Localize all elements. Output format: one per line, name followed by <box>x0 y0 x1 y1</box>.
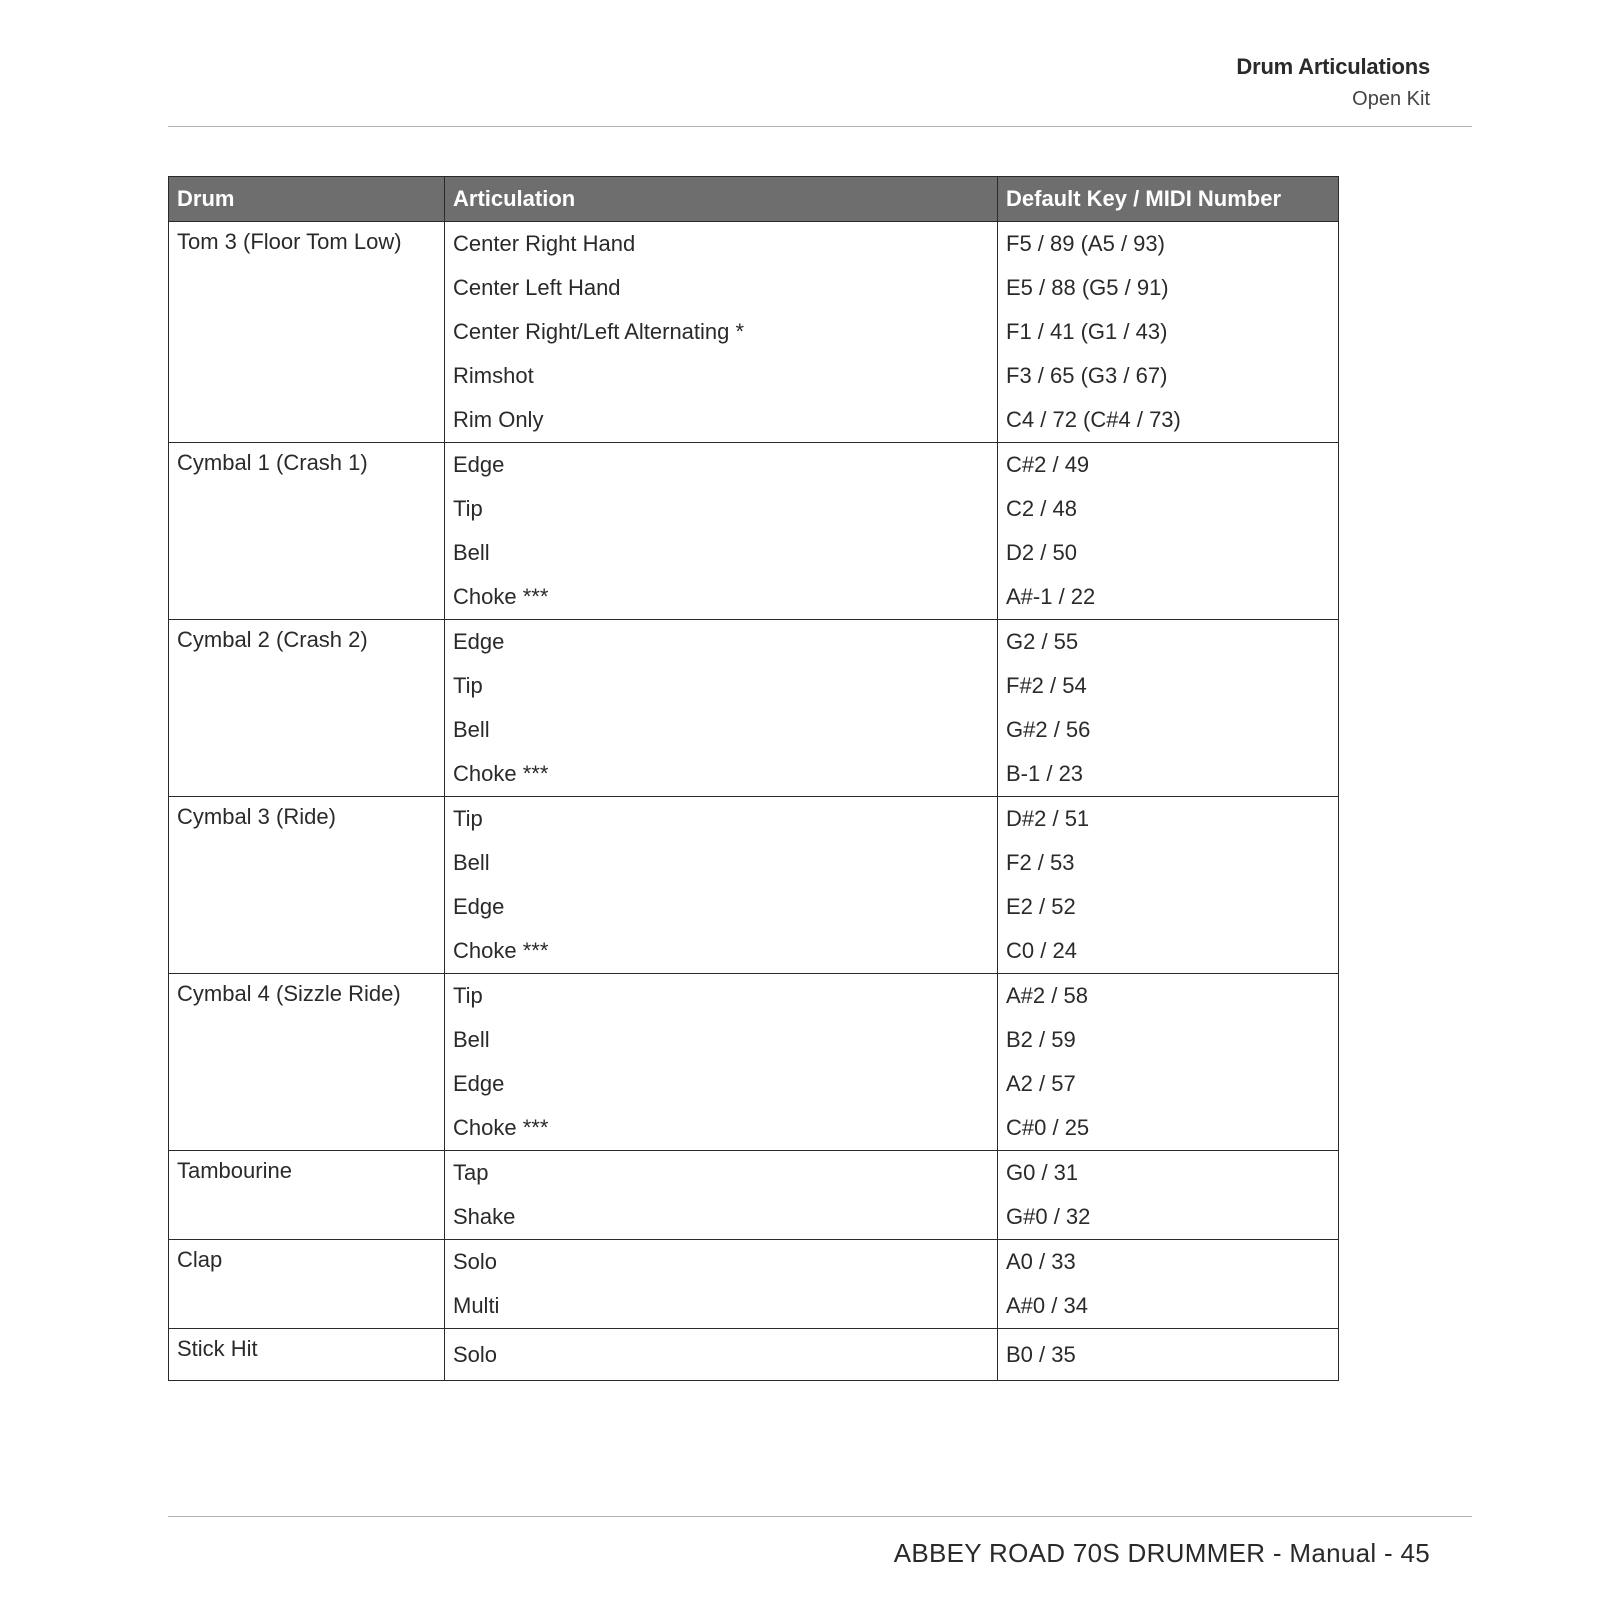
table-row <box>169 222 1339 267</box>
table-row <box>169 620 1339 665</box>
articulation-cell: Choke *** <box>445 575 998 620</box>
default-key-cell: G2 / 55 <box>998 620 1339 665</box>
drum-name-cell: Tambourine <box>169 1151 445 1240</box>
default-key-cell: F2 / 53 <box>998 841 1339 885</box>
default-key-cell: F3 / 65 (G3 / 67) <box>998 354 1339 398</box>
table-header-row <box>169 177 1339 222</box>
default-key-cell: E5 / 88 (G5 / 91) <box>998 266 1339 310</box>
section-subtitle: Open Kit <box>1352 88 1430 110</box>
table-row <box>169 797 1339 842</box>
section-title: Drum Articulations <box>1236 54 1430 79</box>
table-body <box>169 222 1339 1381</box>
articulation-cell: Edge <box>445 620 998 665</box>
articulation-cell: Edge <box>445 1062 998 1106</box>
articulation-cell: Rimshot <box>445 354 998 398</box>
articulation-cell: Tap <box>445 1151 998 1196</box>
drum-name-cell: Cymbal 3 (Ride) <box>169 797 445 974</box>
articulation-cell: Choke *** <box>445 752 998 797</box>
default-key-cell: D#2 / 51 <box>998 797 1339 842</box>
default-key-cell: A#0 / 34 <box>998 1284 1339 1329</box>
articulation-cell: Tip <box>445 797 998 842</box>
articulation-cell: Choke *** <box>445 929 998 974</box>
articulation-cell: Edge <box>445 885 998 929</box>
default-key-cell: G#0 / 32 <box>998 1195 1339 1240</box>
column-header-default-key: Default Key / MIDI Number <box>998 177 1339 222</box>
articulation-cell: Bell <box>445 531 998 575</box>
articulation-cell: Center Right Hand <box>445 222 998 267</box>
table-row <box>169 974 1339 1019</box>
default-key-cell: F#2 / 54 <box>998 664 1339 708</box>
drum-name-cell: Clap <box>169 1240 445 1329</box>
table-row <box>169 443 1339 488</box>
drum-name-cell: Tom 3 (Floor Tom Low) <box>169 222 445 443</box>
footer-divider <box>168 1516 1472 1517</box>
articulation-cell: Tip <box>445 664 998 708</box>
default-key-cell: A0 / 33 <box>998 1240 1339 1285</box>
drum-articulation-table <box>168 176 1339 1381</box>
articulation-cell: Center Right/Left Alternating * <box>445 310 998 354</box>
default-key-cell: E2 / 52 <box>998 885 1339 929</box>
header-divider <box>168 126 1472 127</box>
articulation-cell: Tip <box>445 974 998 1019</box>
default-key-cell: B2 / 59 <box>998 1018 1339 1062</box>
default-key-cell: F5 / 89 (A5 / 93) <box>998 222 1339 267</box>
articulation-cell: Choke *** <box>445 1106 998 1151</box>
default-key-cell: C0 / 24 <box>998 929 1339 974</box>
articulation-cell: Tip <box>445 487 998 531</box>
articulation-cell: Rim Only <box>445 398 998 443</box>
default-key-cell: A#2 / 58 <box>998 974 1339 1019</box>
default-key-cell: C#0 / 25 <box>998 1106 1339 1151</box>
drum-name-cell: Cymbal 1 (Crash 1) <box>169 443 445 620</box>
default-key-cell: C4 / 72 (C#4 / 73) <box>998 398 1339 443</box>
default-key-cell: C#2 / 49 <box>998 443 1339 488</box>
articulation-cell: Solo <box>445 1329 998 1381</box>
default-key-cell: A2 / 57 <box>998 1062 1339 1106</box>
table-row <box>169 1240 1339 1285</box>
page-footer: ABBEY ROAD 70S DRUMMER - Manual - 45 <box>893 1538 1430 1568</box>
column-header-drum: Drum <box>169 177 445 222</box>
default-key-cell: B0 / 35 <box>998 1329 1339 1381</box>
articulation-cell: Shake <box>445 1195 998 1240</box>
drum-name-cell: Stick Hit <box>169 1329 445 1381</box>
articulation-cell: Bell <box>445 708 998 752</box>
articulation-cell: Solo <box>445 1240 998 1285</box>
column-header-articulation: Articulation <box>445 177 998 222</box>
articulation-cell: Bell <box>445 1018 998 1062</box>
drum-name-cell: Cymbal 2 (Crash 2) <box>169 620 445 797</box>
articulation-cell: Edge <box>445 443 998 488</box>
default-key-cell: C2 / 48 <box>998 487 1339 531</box>
drum-name-cell: Cymbal 4 (Sizzle Ride) <box>169 974 445 1151</box>
table-row <box>169 1329 1339 1381</box>
articulation-cell: Bell <box>445 841 998 885</box>
page-header <box>1236 52 1430 114</box>
table-row <box>169 1151 1339 1196</box>
articulation-cell: Center Left Hand <box>445 266 998 310</box>
default-key-cell: G#2 / 56 <box>998 708 1339 752</box>
default-key-cell: G0 / 31 <box>998 1151 1339 1196</box>
default-key-cell: B-1 / 23 <box>998 752 1339 797</box>
default-key-cell: D2 / 50 <box>998 531 1339 575</box>
articulation-cell: Multi <box>445 1284 998 1329</box>
default-key-cell: A#-1 / 22 <box>998 575 1339 620</box>
default-key-cell: F1 / 41 (G1 / 43) <box>998 310 1339 354</box>
